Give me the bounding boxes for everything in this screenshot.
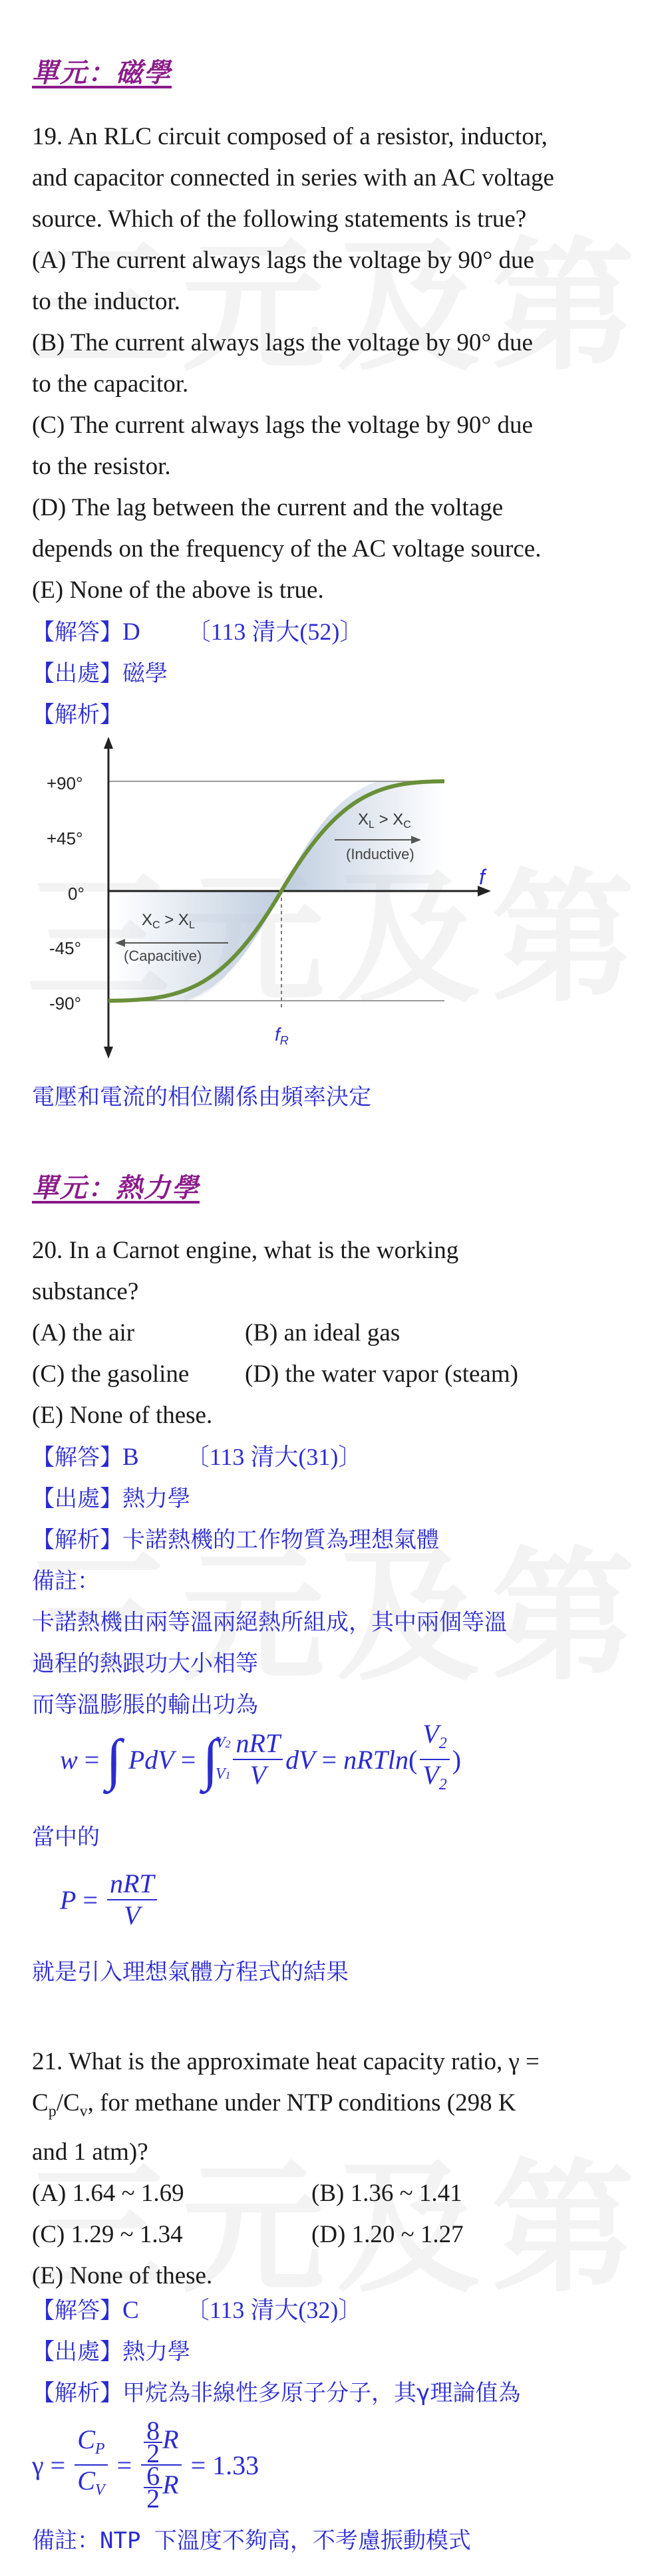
answer-source: 〔113 清大(52)〕: [186, 618, 364, 645]
option-a: (A) 1.64 ~ 1.69: [32, 2180, 184, 2208]
y-tick-label: -45°: [49, 938, 81, 958]
y-axis-arrow-up: [104, 737, 113, 749]
question-line: 21. What is the approximate heat capacity ratio, γ =: [32, 2048, 540, 2075]
phase-angle-diagram: [32, 731, 498, 1064]
ideal-gas-equation: P = $\frac{\text{nRT}}{V}$: [60, 1868, 160, 1931]
option-a: (A) The current always lags the voltage by 90° due: [32, 247, 534, 274]
among-text: 當中的: [32, 1824, 100, 1851]
answer-label: 【解答】: [32, 619, 122, 646]
answer-line: [32, 2289, 617, 2331]
option-d: (D) the water vapor (steam): [245, 1360, 518, 1388]
answer-value: B: [122, 1444, 139, 1471]
among-label-block: [32, 1817, 617, 1858]
note-line: 卡諾熱機由兩等溫兩絕熱所組成，其中兩個等溫: [32, 1609, 507, 1636]
conclusion-text: 就是引入理想氣體方程式的結果: [32, 1959, 349, 1986]
analysis-text: 甲烷為非線性多原子分子，其γ理論值為: [122, 2380, 521, 2406]
option-d: (D) 1.20 ~ 1.27: [311, 2221, 464, 2249]
answer-line: [32, 1436, 617, 1478]
conclusion-19: [32, 1077, 617, 1118]
option-b-cont: to the capacitor.: [32, 370, 189, 398]
resonance-label: $f_R$: [275, 1024, 289, 1047]
y-tick-label: +90°: [47, 773, 83, 793]
note-text: 備註：NTP 下溫度不夠高，不考慮振動模式: [32, 2527, 471, 2554]
note-line: 而等溫膨脹的輸出功為: [32, 1692, 258, 1718]
option-e: (E) None of the above is true.: [32, 577, 324, 604]
capacitive-label: $X_C > X_L$: [142, 911, 195, 931]
note-label: 備註：: [32, 1568, 100, 1595]
options-row: [32, 2214, 617, 2255]
analysis-line: [32, 1519, 617, 1561]
options-row: [32, 1354, 617, 1395]
answer-line: [32, 611, 617, 653]
conclusion-text: 電壓和電流的相位關係由頻率決定: [32, 1084, 371, 1110]
answer-block-19: [32, 611, 617, 735]
option-d: (D) The lag between the current and the voltage: [32, 494, 504, 521]
option-c: (C) The current always lags the voltage by 90° due: [32, 412, 533, 439]
origin-label: 【出處】: [32, 660, 122, 687]
question-line: and 1 atm)?: [32, 2138, 148, 2166]
option-e: (E) None of these.: [32, 1402, 213, 1429]
inductive-label: $X_L > X_C$: [358, 811, 411, 831]
question-line: source. Which of the following statements is true?: [32, 205, 527, 233]
answer-label: 【解答】: [32, 1444, 122, 1471]
option-a-cont: to the inductor.: [32, 288, 180, 315]
y-tick-label: +45°: [47, 829, 83, 848]
option-b: (B) The current always lags the voltage by 90° due: [32, 329, 533, 356]
question-line: $C_p/C_v$, for methane under NTP conditions (298 K: [32, 2089, 516, 2121]
options-row: [32, 1313, 617, 1354]
note-line: 過程的熱跟功大小相等: [32, 1650, 258, 1677]
answer-label: 【解答】: [32, 2297, 122, 2324]
gamma-equation: γ = $\frac{C_P}{C_V}$ = $\frac{8}{2}$ R $\frac{6}{2}$ R = 1.33: [32, 2416, 259, 2513]
answer-source: 〔113 清大(31)〕: [185, 1444, 363, 1470]
origin-line: [32, 2331, 617, 2373]
work-equation: w = ∫ PdV = ∫ V2 V1 $\frac{\text{nRT}}{V}$ dV = nRTln ( $\frac{V_2}{V_2}$ ): [60, 1719, 462, 1793]
options-row: [32, 2173, 617, 2214]
analysis-label: 【解析】: [32, 2380, 122, 2406]
origin-value: 熱力學: [122, 1485, 190, 1512]
analysis-text: 卡諾熱機的工作物質為理想氣體: [122, 1527, 439, 1553]
y-tick-label: 0°: [68, 884, 84, 904]
y-tick-label: -90°: [49, 993, 81, 1013]
option-e: (E) None of these.: [32, 2262, 213, 2290]
y-axis-arrow-down: [104, 1047, 113, 1059]
origin-value: 磁學: [122, 660, 168, 687]
gamma-value: 1.33: [212, 2450, 259, 2480]
inductive-sublabel: (Inductive): [346, 846, 414, 862]
question-21: [32, 2041, 617, 2297]
question-20: [32, 1230, 617, 1436]
question-line: and capacitor connected in series with an AC voltage: [32, 164, 554, 192]
conclusion-20: [32, 1952, 617, 1993]
option-c-cont: to the resistor.: [32, 453, 171, 480]
option-b: (B) 1.36 ~ 1.41: [311, 2180, 462, 2208]
origin-label: 【出處】: [32, 2339, 122, 2365]
capacitive-sublabel: (Capacitive): [124, 948, 202, 964]
origin-value: 熱力學: [122, 2339, 190, 2365]
note-21: [32, 2520, 617, 2561]
option-c: (C) 1.29 ~ 1.34: [32, 2221, 183, 2249]
analysis-line: [32, 2373, 617, 2414]
answer-block-20: [32, 1436, 617, 1726]
question-line: 20. In a Carnot engine, what is the working: [32, 1237, 459, 1264]
option-d-cont: depends on the frequency of the AC voltage source.: [32, 535, 542, 563]
option-b: (B) an ideal gas: [245, 1319, 401, 1347]
question-19: [32, 116, 617, 611]
question-line: 19. An RLC circuit composed of a resistor, inductor,: [32, 123, 548, 150]
option-c: (C) the gasoline: [32, 1360, 190, 1388]
analysis-label: 【解析】: [32, 702, 122, 728]
analysis-line: [32, 694, 617, 735]
origin-label: 【出處】: [32, 1485, 122, 1512]
answer-block-21: [32, 2289, 617, 2414]
answer-value: C: [122, 2297, 139, 2324]
unit-heading-thermo: 單元：熱力學: [32, 1172, 200, 1204]
answer-value: D: [122, 618, 140, 646]
question-line: substance?: [32, 1278, 139, 1305]
analysis-label: 【解析】: [32, 1527, 122, 1553]
answer-source: 〔113 清大(32)〕: [185, 2297, 363, 2323]
x-axis-label: f: [479, 865, 485, 889]
unit-heading-magnetism: 單元：磁學: [32, 57, 172, 88]
option-a: (A) the air: [32, 1319, 135, 1347]
origin-line: [32, 1478, 617, 1519]
origin-line: [32, 653, 617, 694]
